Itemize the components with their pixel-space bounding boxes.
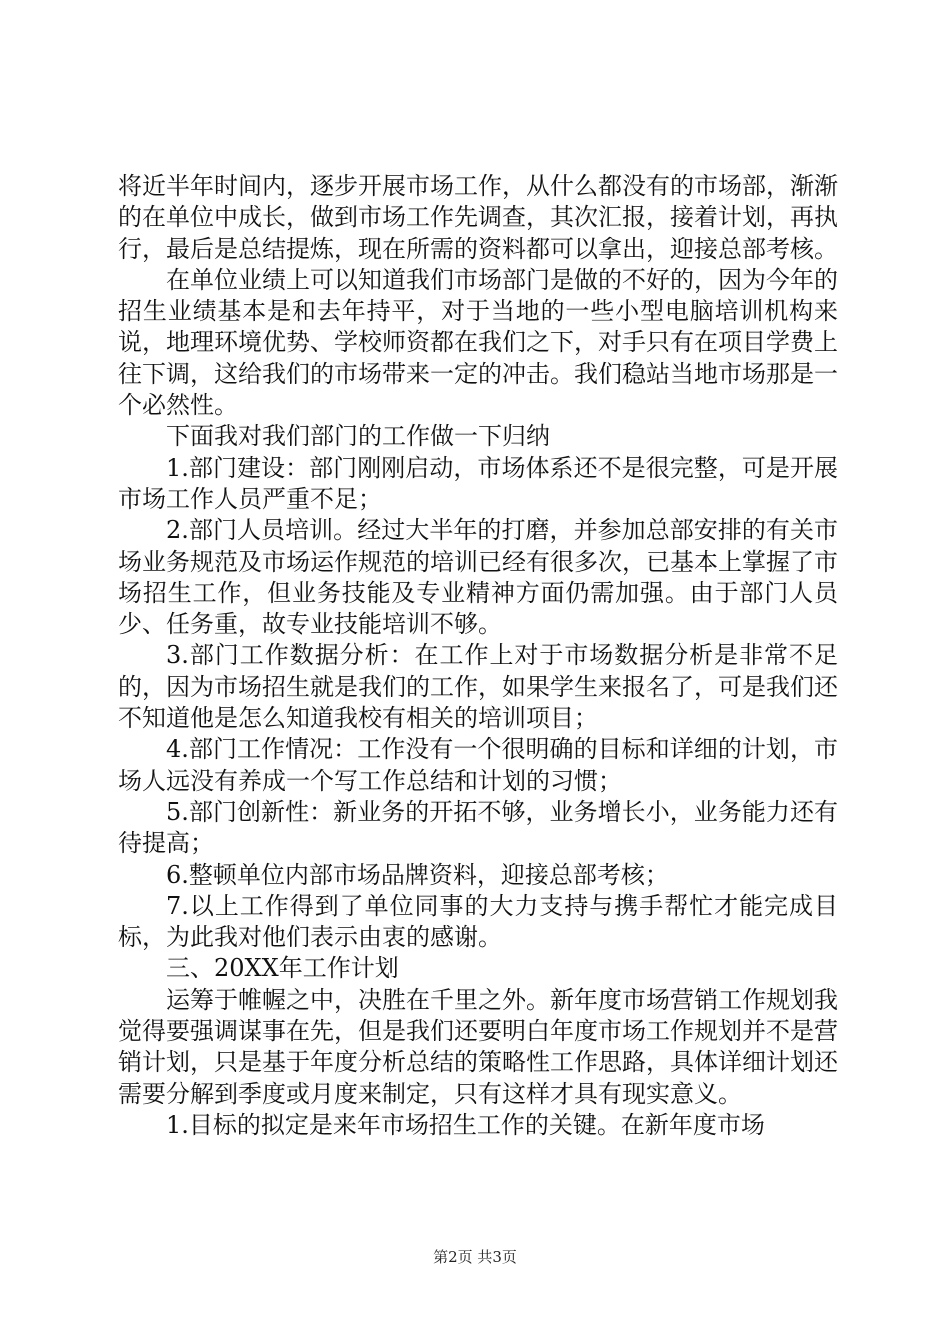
paragraph-1: 将近半年时间内，逐步开展市场工作，从什么都没有的市场部，渐渐的在单位中成长，做到市场工作先调查，其次汇报，接着计划，再执行，最后是总结提炼，现在所需的资料都可以拿出，迎接总部考核。 <box>118 172 838 263</box>
paragraph-2: 在单位业绩上可以知道我们市场部门是做的不好的，因为今年的招生业绩基本是和去年持平，对于当地的一些小型电脑培训机构来说，地理环境优势、学校师资都在我们之下，对手只有在项目学费上往下调，这给我们的市场带来一定的冲击。我们稳站当地市场那是一个必然性。 <box>118 265 838 420</box>
paragraph-6: 3.部门工作数据分析：在工作上对于市场数据分析是非常不足的，因为市场招生就是我们的工作，如果学生来报名了，可是我们还不知道他是怎么知道我校有相关的培训项目； <box>118 641 838 733</box>
paragraph-5: 2.部门人员培训。经过大半年的打磨，并参加总部安排的有关市场业务规范及市场运作规范的培训已经有很多次，已基本上掌握了市场招生工作，但业务技能及专业精神方面仍需加强。由于部门人员少、任务重，故专业技能培训不够。 <box>118 516 838 639</box>
paragraph-8: 5.部门创新性：新业务的开拓不够，业务增长小，业务能力还有待提高； <box>118 797 838 858</box>
paragraph-10: 7.以上工作得到了单位同事的大力支持与携手帮忙才能完成目标，为此我对他们表示由衷的感谢。 <box>118 891 838 952</box>
paragraph-4: 1.部门建设：部门刚刚启动，市场体系还不是很完整，可是开展市场工作人员严重不足； <box>118 453 838 513</box>
paragraph-13: 1.目标的拟定是来年市场招生工作的关键。在新年度市场 <box>166 1110 765 1139</box>
paragraph-7: 4.部门工作情况：工作没有一个很明确的目标和详细的计划，市场人远没有养成一个写工作总结和计划的习惯； <box>118 735 838 795</box>
page-footer <box>0 1246 950 1267</box>
section-heading-plan: 三、20XX年工作计划 <box>166 954 399 983</box>
paragraph-9: 6.整顿单位内部市场品牌资料，迎接总部考核； <box>166 860 669 889</box>
paragraph-3: 下面我对我们部门的工作做一下归纳 <box>166 422 550 451</box>
paragraph-12: 运筹于帷幄之中，决胜在千里之外。新年度市场营销工作规划我觉得要强调谋事在先，但是我们还要明白年度市场工作规划并不是营销计划，只是基于年度分析总结的策略性工作思路，具体详细计划还需要分解到季度或月度来制定，只有这样才具有现实意义。 <box>118 985 838 1108</box>
page-number-label: 第2页 共3页 <box>433 1248 517 1266</box>
document-body <box>118 171 838 1141</box>
